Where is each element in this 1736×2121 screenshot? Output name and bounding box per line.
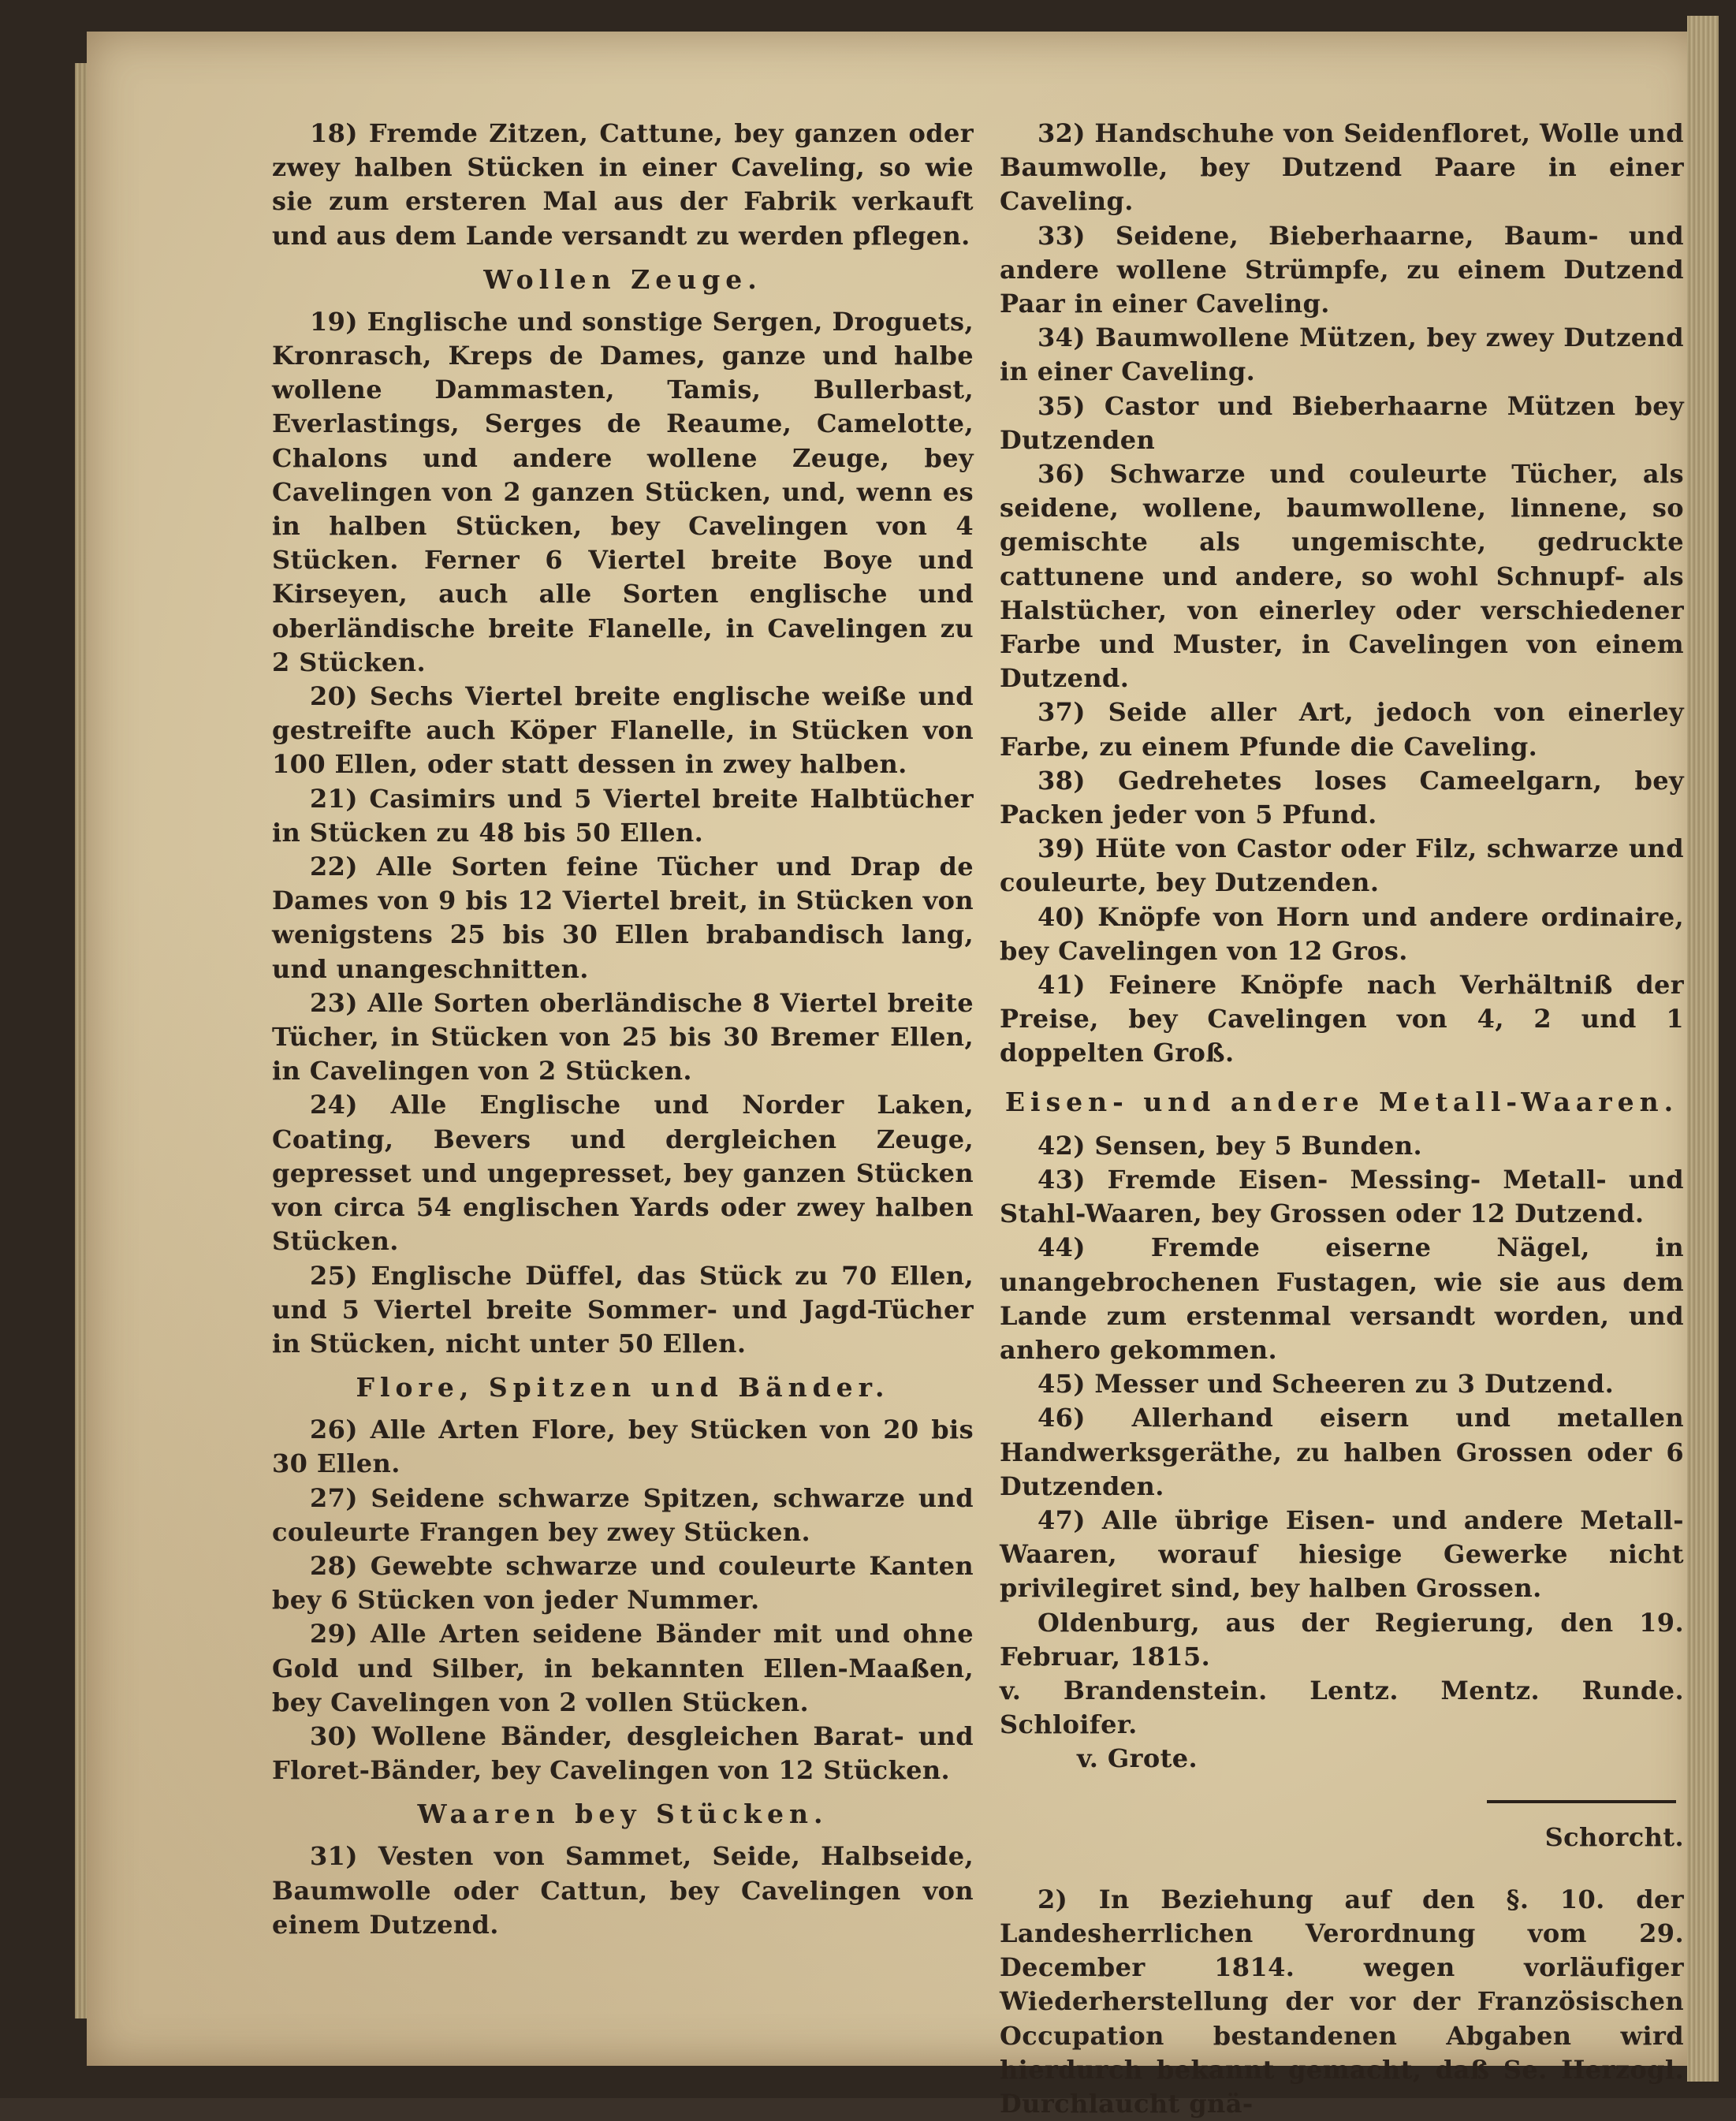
right-paragraph: 35) Castor und Bieberhaarne Mützen bey Dutzenden xyxy=(1000,390,1684,455)
page-edges xyxy=(1687,16,1719,2082)
right-paragraph: 2) In Beziehung auf den §. 10. der Landesherrlichen Verordnung vom 29. December 1814. wegen vorläufiger Wiederherstellung der vor der Französischen Occupation bestandenen Abgaben wird hierdurch bekannt gemacht, daß Se. Herzogl. Durchlaucht gnä- xyxy=(1000,1884,1684,2119)
left-paragraph: 30) Wollene Bänder, desgleichen Barat- und Floret-Bänder, bey Cavelingen von 12 Stücken. xyxy=(272,1720,974,1786)
section-heading: Wollen Zeuge. xyxy=(483,263,762,295)
left-paragraph: 31) Vesten von Sammet, Seide, Halbseide, Baumwolle oder Cattun, bey Cavelingen von einem Dutzend. xyxy=(272,1841,974,1940)
left-paragraph: 18) Fremde Zitzen, Cattune, bey ganzen oder zwey halben Stücken in einer Caveling, so wie sie zum ersteren Mal aus der Fabrik verkauft und aus dem Lande versandt zu werden pflegen. xyxy=(272,118,974,251)
left-paragraph: 27) Seidene schwarze Spitzen, schwarze und couleurte Frangen bey zwey Stücken. xyxy=(272,1482,974,1547)
section-heading: Eisen- und andere Metall-Waaren. xyxy=(1004,1086,1679,1117)
signature-rule xyxy=(1487,1800,1676,1803)
left-paragraph: 29) Alle Arten seidene Bänder mit und ohne Gold und Silber, in bekannten Ellen-Maaßen, bey Cavelingen von 2 vollen Stücken. xyxy=(272,1619,974,1717)
left-paragraph: 26) Alle Arten Flore, bey Stücken von 20 bis 30 Ellen. xyxy=(272,1415,974,1479)
right-paragraph: 47) Alle übrige Eisen- und andere Metall-Waaren, worauf hiesige Gewerke nicht privilegiret sind, bey halben Grossen. xyxy=(1000,1504,1684,1604)
right-paragraph: 45) Messer und Scheeren zu 3 Dutzend. xyxy=(1038,1369,1615,1400)
right-paragraph: 34) Baumwollene Mützen, bey zwey Dutzend in einer Caveling. xyxy=(1000,322,1684,387)
left-paragraph: 28) Gewebte schwarze und couleurte Kanten bey 6 Stücken von jeder Nummer. xyxy=(272,1550,974,1616)
left-paragraph: 21) Casimirs und 5 Viertel breite Halbtücher in Stücken zu 48 bis 50 Ellen. xyxy=(272,783,974,848)
section-heading: Waaren bey Stücken. xyxy=(417,1799,829,1830)
section-gap xyxy=(1000,1854,1684,1883)
right-paragraph: 38) Gedrehetes loses Cameelgarn, bey Packen jeder von 5 Pfund. xyxy=(1000,765,1684,830)
left-paragraph: 22) Alle Sorten feine Tücher und Drap de Dames von 9 bis 12 Viertel breit, in Stücken von wenigstens 25 bis 30 Ellen brabandisch lang, und unangeschnitten. xyxy=(272,852,974,984)
right-paragraph: 40) Knöpfe von Horn und andere ordinaire, bey Cavelingen von 12 Gros. xyxy=(1000,901,1684,966)
left-paragraph: 23) Alle Sorten oberländische 8 Viertel breite Tücher, in Stücken von 25 bis 30 Bremer Ellen, in Cavelingen von 2 Stücken. xyxy=(272,987,974,1087)
left-paragraph: 24) Alle Englische und Norder Laken, Coating, Bevers und dergleichen Zeuge, gepresset und ungepresset, bey ganzen Stücken von circa 54 englischen Yards oder zwey halben Stücken. xyxy=(272,1090,974,1257)
right-paragraph: 37) Seide aller Art, jedoch von einerley Farbe, zu einem Pfunde die Caveling. xyxy=(1000,697,1684,762)
right-paragraph: 33) Seidene, Bieberhaarne, Baum- und andere wollene Strümpfe, zu einem Dutzend Paar in einer Caveling. xyxy=(1000,220,1684,319)
right-paragraph: v. Grote. xyxy=(1077,1743,1198,1774)
right-paragraph: 41) Feinere Knöpfe nach Verhältniß der Preise, bey Cavelingen von 4, 2 und 1 doppelten Groß. xyxy=(1000,970,1684,1068)
right-paragraph: Schorcht. xyxy=(1544,1821,1684,1852)
right-paragraph: 32) Handschuhe von Seidenfloret, Wolle und Baumwolle, bey Dutzend Paare in einer Caveling. xyxy=(1000,118,1684,217)
right-column xyxy=(1000,117,1684,2121)
left-column xyxy=(272,117,974,1942)
left-paragraph: 19) Englische und sonstige Sergen, Droguets, Kronrasch, Kreps de Dames, ganze und halbe wollene Dammasten, Tamis, Bullerbast, Everlastings, Serges de Reaume, Camelotte, Chalons und andere wollene Zeuge, bey Cavelingen von 2 ganzen Stücken, und, wenn es in halben Stücken, bey Cavelingen von 4 Stücken. Ferner 6 Viertel breite Boye und Kirseyen, auch alle Sorten englische und oberländische breite Flanelle, in Cavelingen zu 2 Stücken. xyxy=(272,306,974,677)
right-paragraph: 39) Hüte von Castor oder Filz, schwarze und couleurte, bey Dutzenden. xyxy=(1000,833,1684,898)
right-paragraph: 42) Sensen, bey 5 Bunden. xyxy=(1038,1130,1423,1161)
left-paragraph: 20) Sechs Viertel breite englische weiße und gestreifte auch Köper Flanelle, in Stücken von 100 Ellen, oder statt dessen in zwey halben. xyxy=(272,681,974,780)
section-heading: Flore, Spitzen und Bänder. xyxy=(356,1372,890,1403)
right-paragraph: Oldenburg, aus der Regierung, den 19. Februar, 1815. xyxy=(1000,1607,1684,1672)
right-paragraph: 43) Fremde Eisen- Messing- Metall- und Stahl-Waaren, bey Grossen oder 12 Dutzend. xyxy=(1000,1164,1684,1229)
left-paragraph: 25) Englische Düffel, das Stück zu 70 Ellen, und 5 Viertel breite Sommer- und Jagd-Tücher in Stücken, nicht unter 50 Ellen. xyxy=(272,1260,974,1359)
right-paragraph: 36) Schwarze und couleurte Tücher, als seidene, wollene, baumwollene, linnene, so gemischte als ungemischte, gedruckte cattunene und andere, so wohl Schnupf- als Halstücher, von einerley oder verschiedener Farbe und Muster, in Cavelingen von einem Dutzend. xyxy=(1000,459,1684,694)
right-paragraph: 46) Allerhand eisern und metallen Handwerksgeräthe, zu halben Grossen oder 6 Dutzenden. xyxy=(1000,1403,1684,1501)
right-paragraph: v. Brandenstein. Lentz. Mentz. Runde. Schloifer. xyxy=(1000,1675,1684,1740)
right-paragraph: 44) Fremde eiserne Nägel, in unangebrochenen Fustagen, wie sie aus dem Lande zum erstenmal versandt worden, und anhero gekommen. xyxy=(1000,1232,1684,1365)
